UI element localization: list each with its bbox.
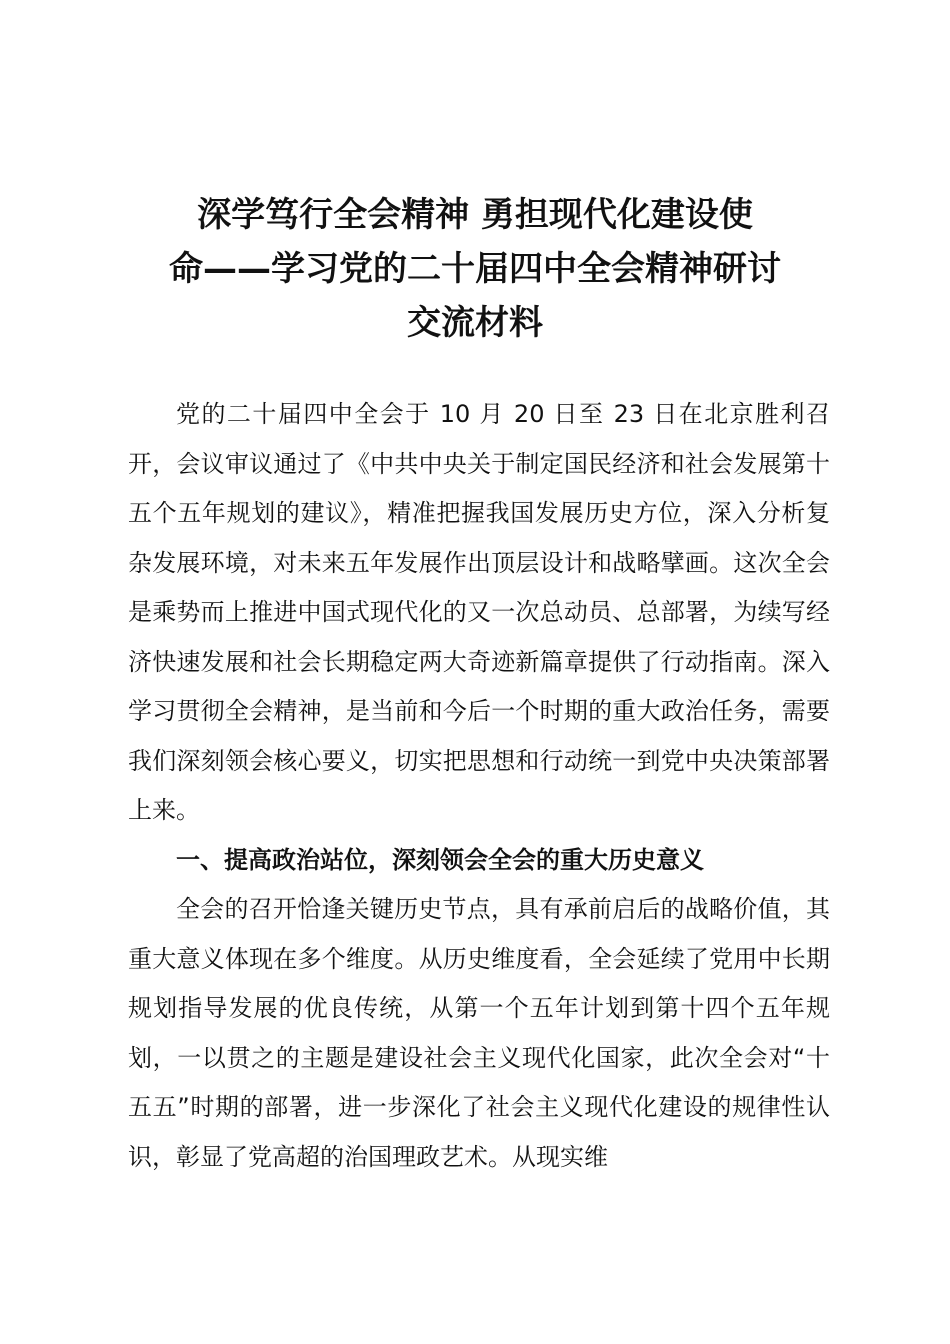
title-line-2: 命——学习党的二十届四中全会精神研讨 [169, 249, 781, 289]
section-paragraph: 全会的召开恰逢关键历史节点，具有承前启后的战略价值，其重大意义体现在多个维度。从历史维度看，全会延续了党用中长期规划指导发展的优良传统，从第一个五年计划到第十四个五年规划，一以贯之的主题是建设社会主义现代化国家，此次全会对“十五五”时期的部署，进一步深化了社会主义现代化建设的规律性认识，彰显了党高超的治国理政艺术。从现实维 [128, 895, 830, 1171]
section-heading: 一、提高政治站位，深刻领会全会的重大历史意义 [176, 845, 704, 874]
title-line-1: 深学笃行全会精神 勇担现代化建设使 [197, 195, 753, 235]
intro-paragraph: 党的二十届四中全会于 10 月 20 日至 23 日在北京胜利召开，会议审议通过了《中共中央关于制定国民经济和社会发展第十五个五年规划的建议》，精准把握我国发展历史方位，深入分析复杂发展环境，对未来五年发展作出顶层设计和战略擘画。这次全会是乘势而上推进中国式现代化的又一次总动员、总部署，为续写经济快速发展和社会长期稳定两大奇迹新篇章提供了行动指南。深入学习贯彻全会精神，是当前和今后一个时期的重大政治任务，需要我们深刻领会核心要义，切实把思想和行动统一到党中央决策部署上来。 [128, 400, 830, 824]
document-title [128, 188, 822, 350]
title-line-3: 交流材料 [407, 303, 543, 343]
document-body [128, 390, 830, 1182]
